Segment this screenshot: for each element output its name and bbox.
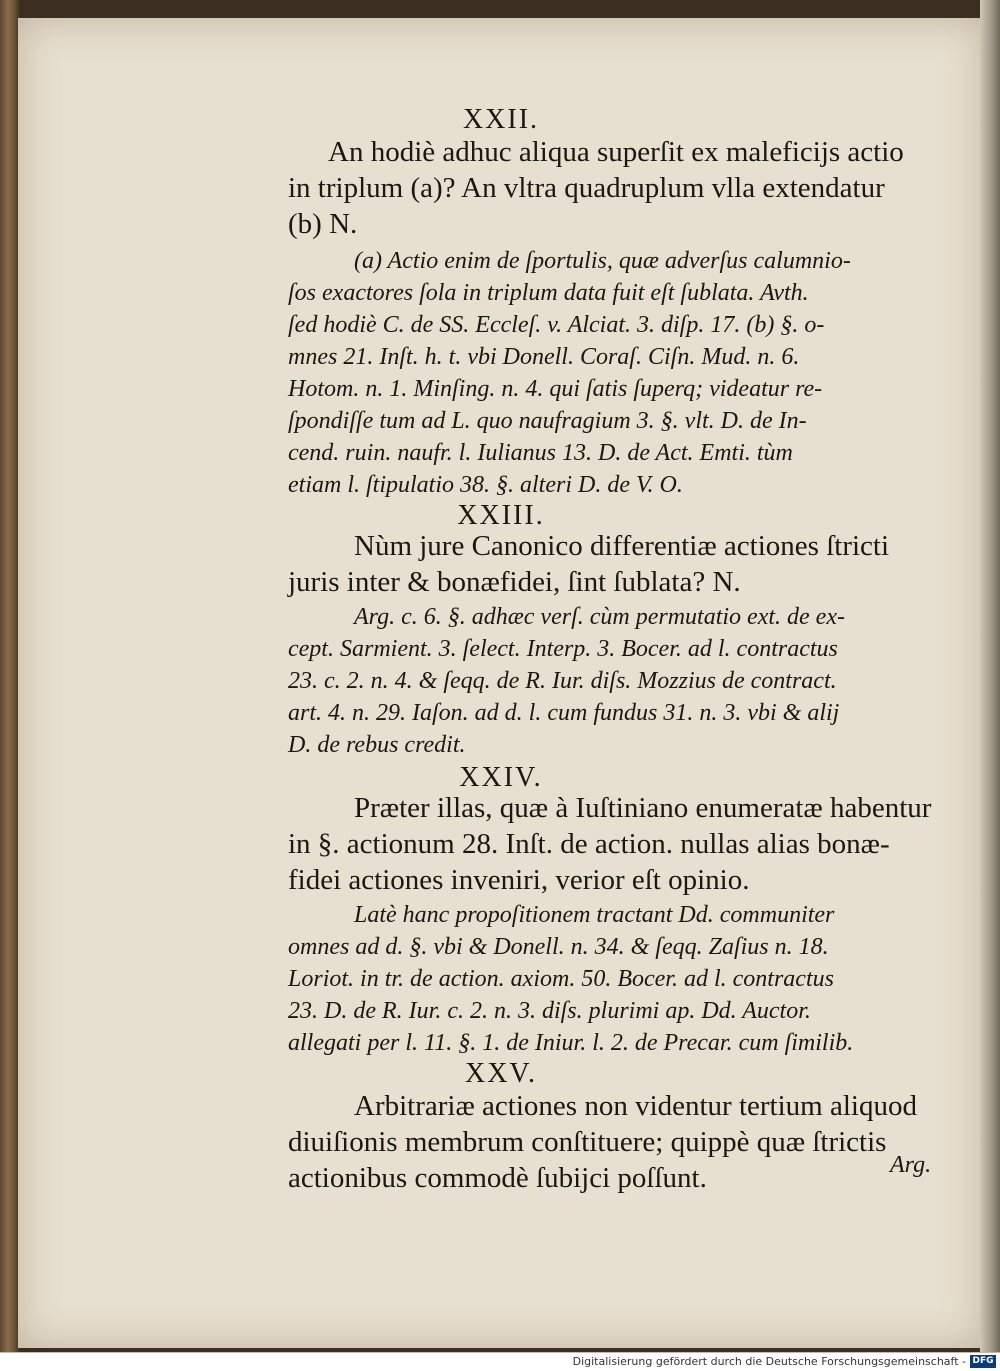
thesis-line: (b) N. — [288, 208, 358, 240]
note-line: D. de rebus credit. — [288, 732, 466, 758]
heading-xxv: XXV. — [464, 1058, 538, 1089]
thesis-line: diuiſionis membrum conſtituere; quippè quæ ſtrictis — [288, 1126, 887, 1158]
note-line: Latè hanc propoſitionem tractant Dd. communiter — [354, 902, 835, 928]
heading-xxii: XXII. — [462, 104, 540, 135]
note-line: Arg. c. 6. §. adhæc verſ. cùm permutatio ext. de ex- — [354, 604, 845, 630]
page-edge — [980, 0, 1000, 1352]
heading-xxiii: XXIII. — [457, 500, 545, 531]
thesis-line: Nùm jure Canonico differentiæ actiones ſtricti — [354, 530, 890, 562]
thesis-line: in triplum (a)? An vltra quadruplum vlla extendatur — [288, 172, 885, 204]
note-line: allegati per l. 11. §. 1. de Iniur. l. 2. de Precar. cum ſimilib. — [288, 1030, 854, 1056]
note-line: (a) Actio enim de ſportulis, quæ adverſus calumnio- — [354, 248, 851, 274]
thesis-line: in §. actionum 28. Inſt. de action. nullas alias bonæ- — [288, 828, 890, 860]
thesis-line: Arbitrariæ actiones non videntur tertium aliquod — [354, 1090, 917, 1122]
page-text — [18, 18, 984, 1348]
note-line: Hotom. n. 1. Minſing. n. 4. qui ſatis ſuperq; videatur re- — [288, 376, 823, 402]
note-line: 23. D. de R. Iur. c. 2. n. 3. diſs. plurimi ap. Dd. Auctor. — [288, 998, 811, 1024]
note-line: etiam l. ſtipulatio 38. §. alteri D. de V. O. — [288, 472, 683, 498]
note-line: 23. c. 2. n. 4. & ſeqq. de R. Iur. diſs. Mozzius de contract. — [288, 668, 837, 694]
footer-bar — [0, 1352, 1000, 1371]
note-line: art. 4. n. 29. Iaſon. ad d. l. cum fundus 31. n. 3. vbi & alij — [288, 700, 840, 726]
note-line: ſpondiſſe tum ad L. quo naufragium 3. §. vlt. D. de In- — [288, 408, 807, 434]
footer-credit: Digitalisierung gefördert durch die Deutsche Forschungsgemeinschaft - — [572, 1355, 966, 1368]
dfg-logo-icon: DFG — [970, 1355, 996, 1368]
note-line: ſos exactores ſola in triplum data fuit eſt ſublata. Avth. — [288, 280, 809, 306]
catchword: Arg. — [890, 1152, 932, 1178]
note-line: ſed hodiè C. de SS. Eccleſ. v. Alciat. 3. diſp. 17. (b) §. o- — [288, 312, 825, 338]
thesis-line: actionibus commodè ſubijci poſſunt. — [288, 1162, 707, 1194]
thesis-line: Præter illas, quæ à Iuſtiniano enumeratæ habentur — [354, 792, 932, 824]
thesis-line: fidei actiones inveniri, verior eſt opinio. — [288, 864, 750, 896]
thesis-line: juris inter & bonæfidei, ſint ſublata? N. — [288, 566, 741, 598]
thesis-line: An hodiè adhuc aliqua superſit ex maleficijs actio — [328, 136, 904, 168]
heading-xxiv: XXIV. — [459, 762, 543, 793]
note-line: mnes 21. Inſt. h. t. vbi Donell. Coraſ. Ciſn. Mud. n. 6. — [288, 344, 800, 370]
note-line: cept. Sarmient. 3. ſelect. Interp. 3. Bocer. ad l. contractus — [288, 636, 838, 662]
note-line: cend. ruin. naufr. l. Iulianus 13. D. de Act. Emti. tùm — [288, 440, 793, 466]
note-line: omnes ad d. §. vbi & Donell. n. 34. & ſeqq. Zaſius n. 18. — [288, 934, 829, 960]
note-line: Loriot. in tr. de action. axiom. 50. Bocer. ad l. contractus — [288, 966, 834, 992]
book-page — [18, 18, 984, 1348]
